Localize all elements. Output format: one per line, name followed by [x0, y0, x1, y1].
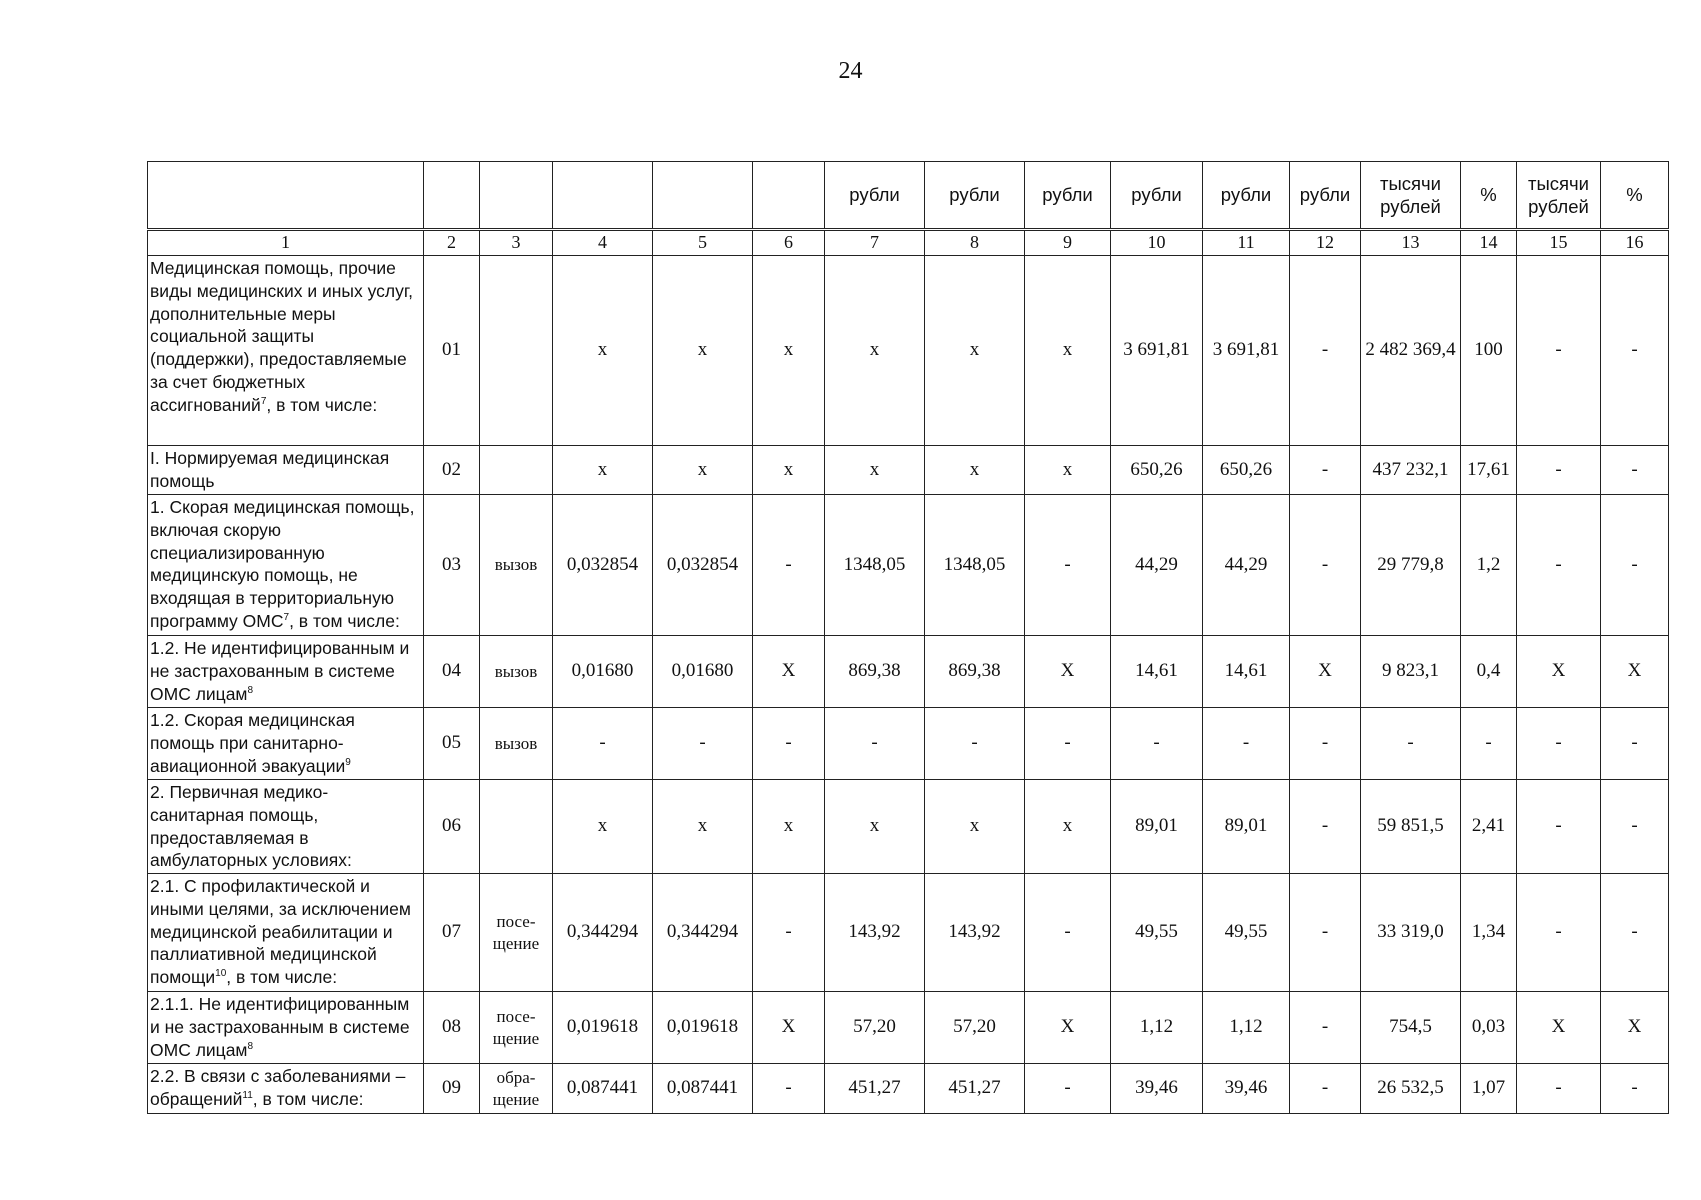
unit-cell — [148, 162, 424, 230]
financing-table — [147, 161, 1669, 1114]
value-cell: - — [1601, 1064, 1669, 1114]
value-cell: Х — [1601, 992, 1669, 1064]
unit-cell: рубли — [1203, 162, 1290, 230]
value-cell: - — [1290, 780, 1361, 874]
row-code: 04 — [424, 636, 480, 708]
value-cell: - — [753, 1064, 825, 1114]
unit-cell: посе-щение — [480, 874, 553, 992]
value-cell: х — [925, 446, 1025, 495]
value-cell: Х — [1517, 636, 1601, 708]
row-code: 06 — [424, 780, 480, 874]
value-cell: х — [825, 256, 925, 446]
unit-cell: рубли — [1290, 162, 1361, 230]
value-cell: 33 319,0 — [1361, 874, 1461, 992]
value-cell: х — [753, 780, 825, 874]
row-name-tail: , в том числе: — [252, 1088, 364, 1109]
value-cell: - — [1601, 446, 1669, 495]
value-cell: - — [1517, 256, 1601, 446]
value-cell: Х — [753, 992, 825, 1064]
value-cell: - — [1517, 446, 1601, 495]
column-number: 5 — [653, 230, 753, 256]
column-number: 2 — [424, 230, 480, 256]
value-cell: х — [1025, 780, 1111, 874]
value-cell: 49,55 — [1111, 874, 1203, 992]
row-code: 02 — [424, 446, 480, 495]
value-cell: 39,46 — [1203, 1064, 1290, 1114]
value-cell: - — [1517, 495, 1601, 636]
value-cell: 0,344294 — [653, 874, 753, 992]
value-cell: Х — [1601, 636, 1669, 708]
row-name — [148, 708, 424, 780]
unit-cell — [424, 162, 480, 230]
value-cell: 0,344294 — [553, 874, 653, 992]
unit-cell: рубли — [825, 162, 925, 230]
table-row — [148, 1064, 1669, 1114]
row-name — [148, 992, 424, 1064]
column-number-row — [148, 230, 1669, 256]
footnote-ref: 8 — [247, 1040, 254, 1052]
table-row — [148, 992, 1669, 1064]
value-cell: х — [925, 780, 1025, 874]
value-cell: - — [1601, 874, 1669, 992]
row-name-tail: , в том числе: — [226, 967, 338, 987]
unit-cell: вызов — [480, 495, 553, 636]
value-cell: - — [653, 708, 753, 780]
row-name-text: 2. Первичная медико-санитарная помощь, предоставляемая в амбулаторных условиях: — [150, 782, 352, 871]
row-name-text: I. Нормируемая медицинская помощь — [150, 448, 390, 491]
value-cell: х — [925, 256, 1025, 446]
unit-cell: обра-щение — [480, 1064, 553, 1114]
table-row — [148, 874, 1669, 992]
value-cell: 0,032854 — [553, 495, 653, 636]
unit-cell — [480, 446, 553, 495]
value-cell: х — [553, 780, 653, 874]
row-name-text: Медицинская помощь, прочие виды медицинских и иных услуг, дополнительные меры социальной защиты (поддержки), предоставляемые за счет бюджетных ассигнований — [150, 258, 413, 415]
table-body — [148, 256, 1669, 1114]
unit-cell: посе-щение — [480, 992, 553, 1064]
column-number: 7 — [825, 230, 925, 256]
value-cell: 2,41 — [1461, 780, 1517, 874]
value-cell: 143,92 — [925, 874, 1025, 992]
unit-cell: рубли — [1025, 162, 1111, 230]
value-cell: 0,01680 — [653, 636, 753, 708]
value-cell: - — [1517, 708, 1601, 780]
value-cell: 44,29 — [1111, 495, 1203, 636]
column-number: 6 — [753, 230, 825, 256]
units-header-row — [148, 162, 1669, 230]
column-number: 10 — [1111, 230, 1203, 256]
value-cell: х — [825, 446, 925, 495]
table-row — [148, 708, 1669, 780]
table-row — [148, 636, 1669, 708]
column-number: 11 — [1203, 230, 1290, 256]
row-name — [148, 495, 424, 636]
row-code: 01 — [424, 256, 480, 446]
row-name — [148, 636, 424, 708]
unit-cell: рубли — [925, 162, 1025, 230]
value-cell: 59 851,5 — [1361, 780, 1461, 874]
value-cell: 869,38 — [925, 636, 1025, 708]
value-cell: - — [753, 708, 825, 780]
value-cell: 44,29 — [1203, 495, 1290, 636]
row-name-text: 1.2. Скорая медицинская помощь при санитарно-авиационной эвакуации — [150, 710, 355, 776]
column-number: 8 — [925, 230, 1025, 256]
unit-cell — [480, 162, 553, 230]
table-row — [148, 256, 1669, 446]
footnote-ref: 7 — [260, 395, 267, 407]
row-code: 08 — [424, 992, 480, 1064]
value-cell: - — [1290, 446, 1361, 495]
value-cell: Х — [1517, 992, 1601, 1064]
footnote-ref: 7 — [283, 611, 290, 623]
row-name — [148, 256, 424, 446]
value-cell: - — [1290, 874, 1361, 992]
value-cell: 1,12 — [1203, 992, 1290, 1064]
table-row — [148, 446, 1669, 495]
value-cell: 1,2 — [1461, 495, 1517, 636]
column-number: 9 — [1025, 230, 1111, 256]
value-cell: 754,5 — [1361, 992, 1461, 1064]
unit-cell — [480, 780, 553, 874]
value-cell: - — [1517, 874, 1601, 992]
row-name-text: 2.1.1. Не идентифицированным и не застрахованным в системе ОМС лицам — [150, 994, 410, 1060]
unit-cell: рубли — [1111, 162, 1203, 230]
value-cell: 143,92 — [825, 874, 925, 992]
value-cell: 39,46 — [1111, 1064, 1203, 1114]
value-cell: 451,27 — [925, 1064, 1025, 1114]
value-cell: 89,01 — [1203, 780, 1290, 874]
value-cell: 650,26 — [1203, 446, 1290, 495]
value-cell: 3 691,81 — [1203, 256, 1290, 446]
value-cell: - — [1517, 1064, 1601, 1114]
value-cell: 437 232,1 — [1361, 446, 1461, 495]
footnote-ref: 10 — [215, 968, 227, 980]
value-cell: - — [1203, 708, 1290, 780]
value-cell: х — [753, 446, 825, 495]
value-cell: - — [825, 708, 925, 780]
table-row — [148, 780, 1669, 874]
row-name-tail: , в том числе: — [266, 394, 378, 415]
unit-cell: вызов — [480, 636, 553, 708]
footnote-ref: 8 — [247, 684, 254, 696]
value-cell: - — [1361, 708, 1461, 780]
unit-cell — [553, 162, 653, 230]
footnote-ref: 9 — [345, 756, 351, 768]
value-cell: Х — [1025, 636, 1111, 708]
value-cell: - — [1290, 992, 1361, 1064]
value-cell: 14,61 — [1203, 636, 1290, 708]
value-cell: 100 — [1461, 256, 1517, 446]
unit-cell — [753, 162, 825, 230]
value-cell: 0,019618 — [553, 992, 653, 1064]
value-cell: - — [1601, 708, 1669, 780]
value-cell: 0,087441 — [553, 1064, 653, 1114]
value-cell: - — [1601, 780, 1669, 874]
value-cell: х — [825, 780, 925, 874]
value-cell: х — [553, 446, 653, 495]
value-cell: х — [553, 256, 653, 446]
value-cell: - — [1517, 780, 1601, 874]
value-cell: - — [1461, 708, 1517, 780]
value-cell: - — [553, 708, 653, 780]
value-cell: 650,26 — [1111, 446, 1203, 495]
row-code: 03 — [424, 495, 480, 636]
row-name-tail: , в том числе: — [289, 610, 400, 631]
value-cell: 9 823,1 — [1361, 636, 1461, 708]
value-cell: Х — [1290, 636, 1361, 708]
value-cell: 57,20 — [825, 992, 925, 1064]
unit-cell: % — [1461, 162, 1517, 230]
column-number: 3 — [480, 230, 553, 256]
value-cell: - — [1025, 1064, 1111, 1114]
column-number: 1 — [148, 230, 424, 256]
value-cell: - — [1025, 874, 1111, 992]
value-cell: 0,032854 — [653, 495, 753, 636]
value-cell: 26 532,5 — [1361, 1064, 1461, 1114]
value-cell: 0,03 — [1461, 992, 1517, 1064]
value-cell: 0,4 — [1461, 636, 1517, 708]
value-cell: 2 482 369,4 — [1361, 256, 1461, 446]
value-cell: - — [925, 708, 1025, 780]
page-number: 24 — [838, 58, 863, 84]
value-cell: - — [1290, 256, 1361, 446]
column-number: 12 — [1290, 230, 1361, 256]
row-code: 05 — [424, 708, 480, 780]
row-name — [148, 446, 424, 495]
row-name — [148, 1064, 424, 1114]
row-name-text: 1. Скорая медицинская помощь, включая скорую специализированную медицинскую помощь, не входящая в территориальную программу ОМС — [150, 497, 415, 631]
row-name — [148, 874, 424, 992]
value-cell: 29 779,8 — [1361, 495, 1461, 636]
footnote-ref: 11 — [242, 1089, 253, 1101]
value-cell: 1348,05 — [825, 495, 925, 636]
value-cell: - — [1025, 495, 1111, 636]
row-name-text: 1.2. Не идентифицированным и не застрахованным в системе ОМС лицам — [150, 638, 410, 704]
unit-cell: тысячи рублей — [1517, 162, 1601, 230]
row-name-text: 2.1. С профилактической и иными целями, за исключением медицинской реабилитации и паллиативной медицинской помощи — [150, 876, 411, 987]
row-code: 09 — [424, 1064, 480, 1114]
value-cell: - — [753, 495, 825, 636]
value-cell: х — [653, 256, 753, 446]
value-cell: 869,38 — [825, 636, 925, 708]
value-cell: Х — [753, 636, 825, 708]
column-number: 15 — [1517, 230, 1601, 256]
value-cell: х — [753, 256, 825, 446]
row-code: 07 — [424, 874, 480, 992]
value-cell: - — [1111, 708, 1203, 780]
value-cell: 49,55 — [1203, 874, 1290, 992]
value-cell: 1,34 — [1461, 874, 1517, 992]
unit-cell — [653, 162, 753, 230]
value-cell: 0,01680 — [553, 636, 653, 708]
value-cell: 0,087441 — [653, 1064, 753, 1114]
value-cell: 17,61 — [1461, 446, 1517, 495]
value-cell: - — [1601, 256, 1669, 446]
value-cell: х — [1025, 256, 1111, 446]
value-cell: х — [653, 780, 753, 874]
table-row — [148, 495, 1669, 636]
column-number: 13 — [1361, 230, 1461, 256]
value-cell: х — [1025, 446, 1111, 495]
value-cell: 57,20 — [925, 992, 1025, 1064]
value-cell: 1,07 — [1461, 1064, 1517, 1114]
value-cell: Х — [1025, 992, 1111, 1064]
value-cell: - — [1290, 495, 1361, 636]
value-cell: - — [1025, 708, 1111, 780]
column-number: 14 — [1461, 230, 1517, 256]
value-cell: х — [653, 446, 753, 495]
value-cell: - — [1290, 708, 1361, 780]
value-cell: 14,61 — [1111, 636, 1203, 708]
value-cell: 451,27 — [825, 1064, 925, 1114]
value-cell: 0,019618 — [653, 992, 753, 1064]
unit-cell: тысячи рублей — [1361, 162, 1461, 230]
unit-cell — [480, 256, 553, 446]
value-cell: 3 691,81 — [1111, 256, 1203, 446]
value-cell: 1348,05 — [925, 495, 1025, 636]
value-cell: 1,12 — [1111, 992, 1203, 1064]
value-cell: 89,01 — [1111, 780, 1203, 874]
row-name — [148, 780, 424, 874]
value-cell: - — [1290, 1064, 1361, 1114]
unit-cell: вызов — [480, 708, 553, 780]
unit-cell: % — [1601, 162, 1669, 230]
value-cell: - — [1601, 495, 1669, 636]
value-cell: - — [753, 874, 825, 992]
row-name-text: 2.2. В связи с заболеваниями – обращений — [150, 1066, 406, 1109]
column-number: 4 — [553, 230, 653, 256]
column-number: 16 — [1601, 230, 1669, 256]
